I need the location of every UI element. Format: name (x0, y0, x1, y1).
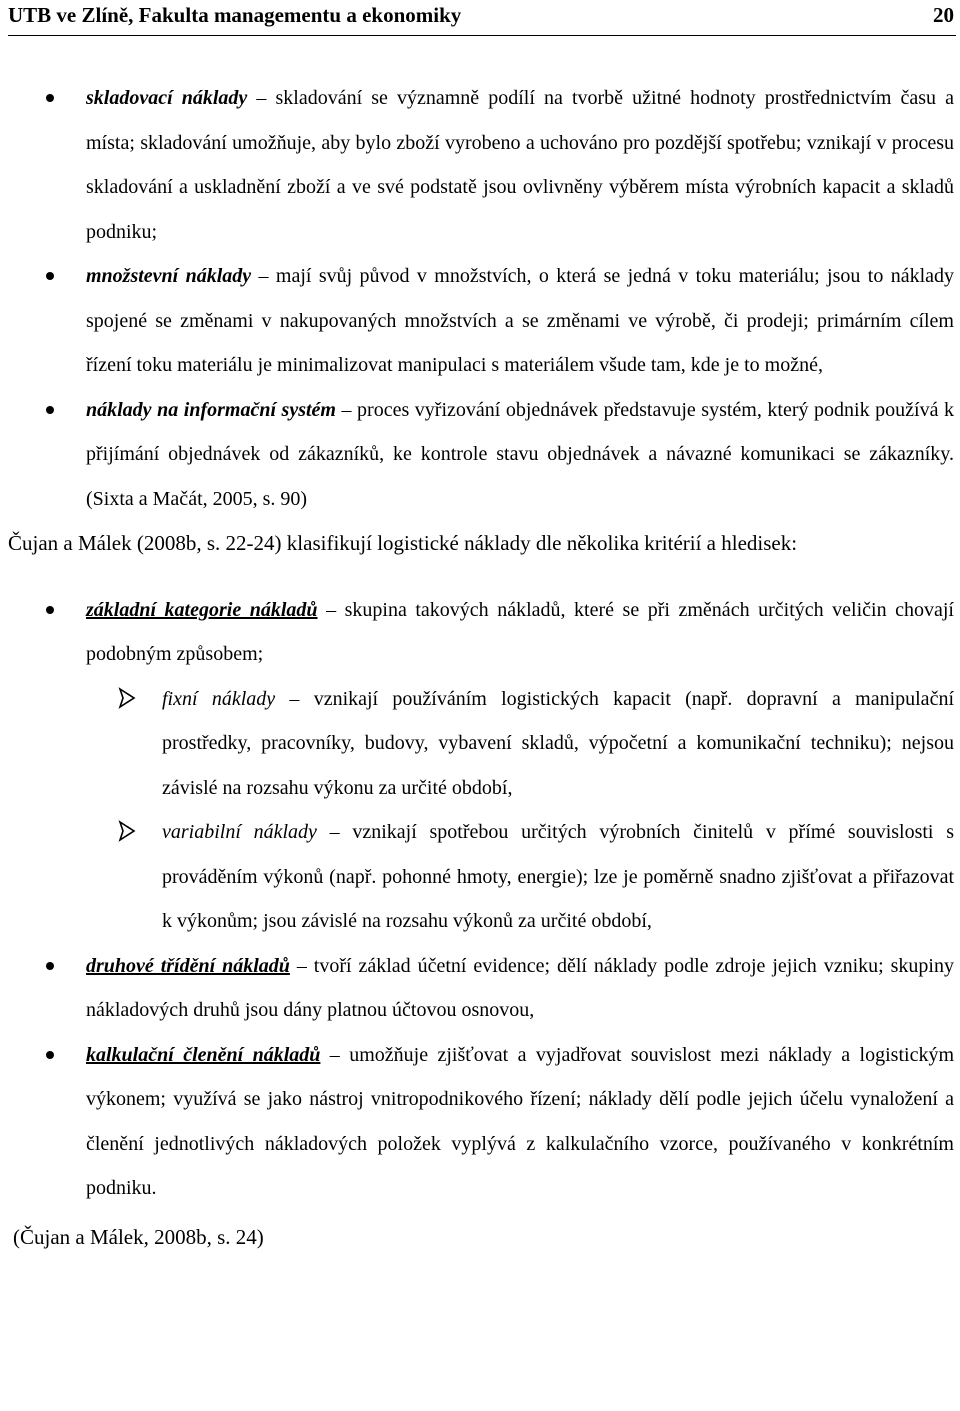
arrow-bullet-icon (117, 686, 137, 710)
intro-paragraph: Čujan a Málek (2008b, s. 22-24) klasifikují logistické náklady dle několika kritérií a hledisek: (8, 531, 798, 555)
sub-list-item (162, 677, 954, 811)
item-term: základní kategorie nákladů (86, 598, 318, 621)
list-item (86, 944, 954, 1033)
sub-item-text: – vznikají používáním logistických kapacit (např. dopravní a manipulační prostředky, pracovníky, budovy, vybavení skladů, výpočetní a komunikační techniku); nejsou závislé na rozsahu výkonu za určité období, (162, 687, 954, 799)
list-item (86, 254, 954, 388)
item-term: náklady na informační systém (86, 398, 336, 421)
item-text: – proces vyřizování objednávek představuje systém, který podnik používá k přijímání objednávek od zákazníků, ke kontrole stavu objednávek a návazné komunikaci se zákazníky. (Sixta a Mačát, 2005, s. 90) (86, 398, 954, 510)
list-item (86, 388, 954, 522)
item-term: kalkulační členění nákladů (86, 1043, 321, 1066)
item-term: skladovací náklady (86, 87, 248, 109)
list-item (86, 1033, 954, 1211)
item-term: množstevní náklady (86, 265, 252, 287)
list-item (86, 76, 954, 254)
citation: (Čujan a Málek, 2008b, s. 24) (13, 1224, 264, 1249)
bullet-dot-icon (46, 272, 54, 280)
bullet-dot-icon (46, 406, 54, 414)
arrow-bullet-icon (117, 819, 137, 843)
sub-item-term: fixní náklady (162, 687, 276, 710)
page-number: 20 (933, 3, 954, 27)
bullet-dot-icon (46, 94, 54, 102)
page-body (0, 76, 960, 1259)
header-title: UTB ve Zlíně, Fakulta managementu a ekonomiky (8, 3, 462, 27)
item-text: – umožňuje zjišťovat a vyjadřovat souvislost mezi náklady a logistickým výkonem; využívá se jako nástroj vnitropodnikového řízení; náklady dělí podle jejich účelu vynaložení a členění jednotlivých nákladových položek vyplývá z kalkulačního vzorce, používaného v konkrétním podniku. (86, 1043, 954, 1199)
bullet-dot-icon (46, 1051, 54, 1059)
bullet-dot-icon (46, 606, 54, 614)
page-header (8, 0, 956, 36)
sub-list-item (162, 810, 954, 944)
item-text: – skladování se významně podílí na tvorbě užitné hodnoty prostřednictvím času a místa; skladování umožňuje, aby bylo zboží vyrobeno a uchováno pro pozdější spotřebu; vznikají v procesu skladování a uskladnění zboží a ve své podstatě jsou ovlivněny výběrem místa výrobních kapacit a skladů podniku; (86, 87, 954, 243)
item-text: – skupina takových nákladů, které se při změnách určitých veličin chovají podobným způsobem; (86, 598, 954, 665)
bullet-dot-icon (46, 962, 54, 970)
item-term: druhové třídění nákladů (86, 954, 290, 977)
item-text: – tvoří základ účetní evidence; dělí náklady podle zdroje jejich vzniku; skupiny nákladových druhů jsou dány platnou účtovou osnovou, (86, 954, 954, 1021)
item-text: – mají svůj původ v množstvích, o která se jedná v toku materiálu; jsou to náklady spojené se změnami v nakupovaných množstvích a se změnami ve výrobě, či prodeji; primárním cílem řízení toku materiálu je minimalizovat manipulaci s materiálem všude tam, kde je to možné, (86, 265, 955, 376)
sub-item-text: – vznikají spotřebou určitých výrobních činitelů v přímé souvislosti s prováděním výkonů (např. pohonné hmoty, energie); lze je poměrně snadno zjišťovat a přiřazovat k výkonům; jsou závislé na rozsahu výkonů za určité období, (162, 821, 954, 932)
sub-item-term: variabilní náklady (162, 821, 317, 843)
list-item (86, 588, 954, 677)
